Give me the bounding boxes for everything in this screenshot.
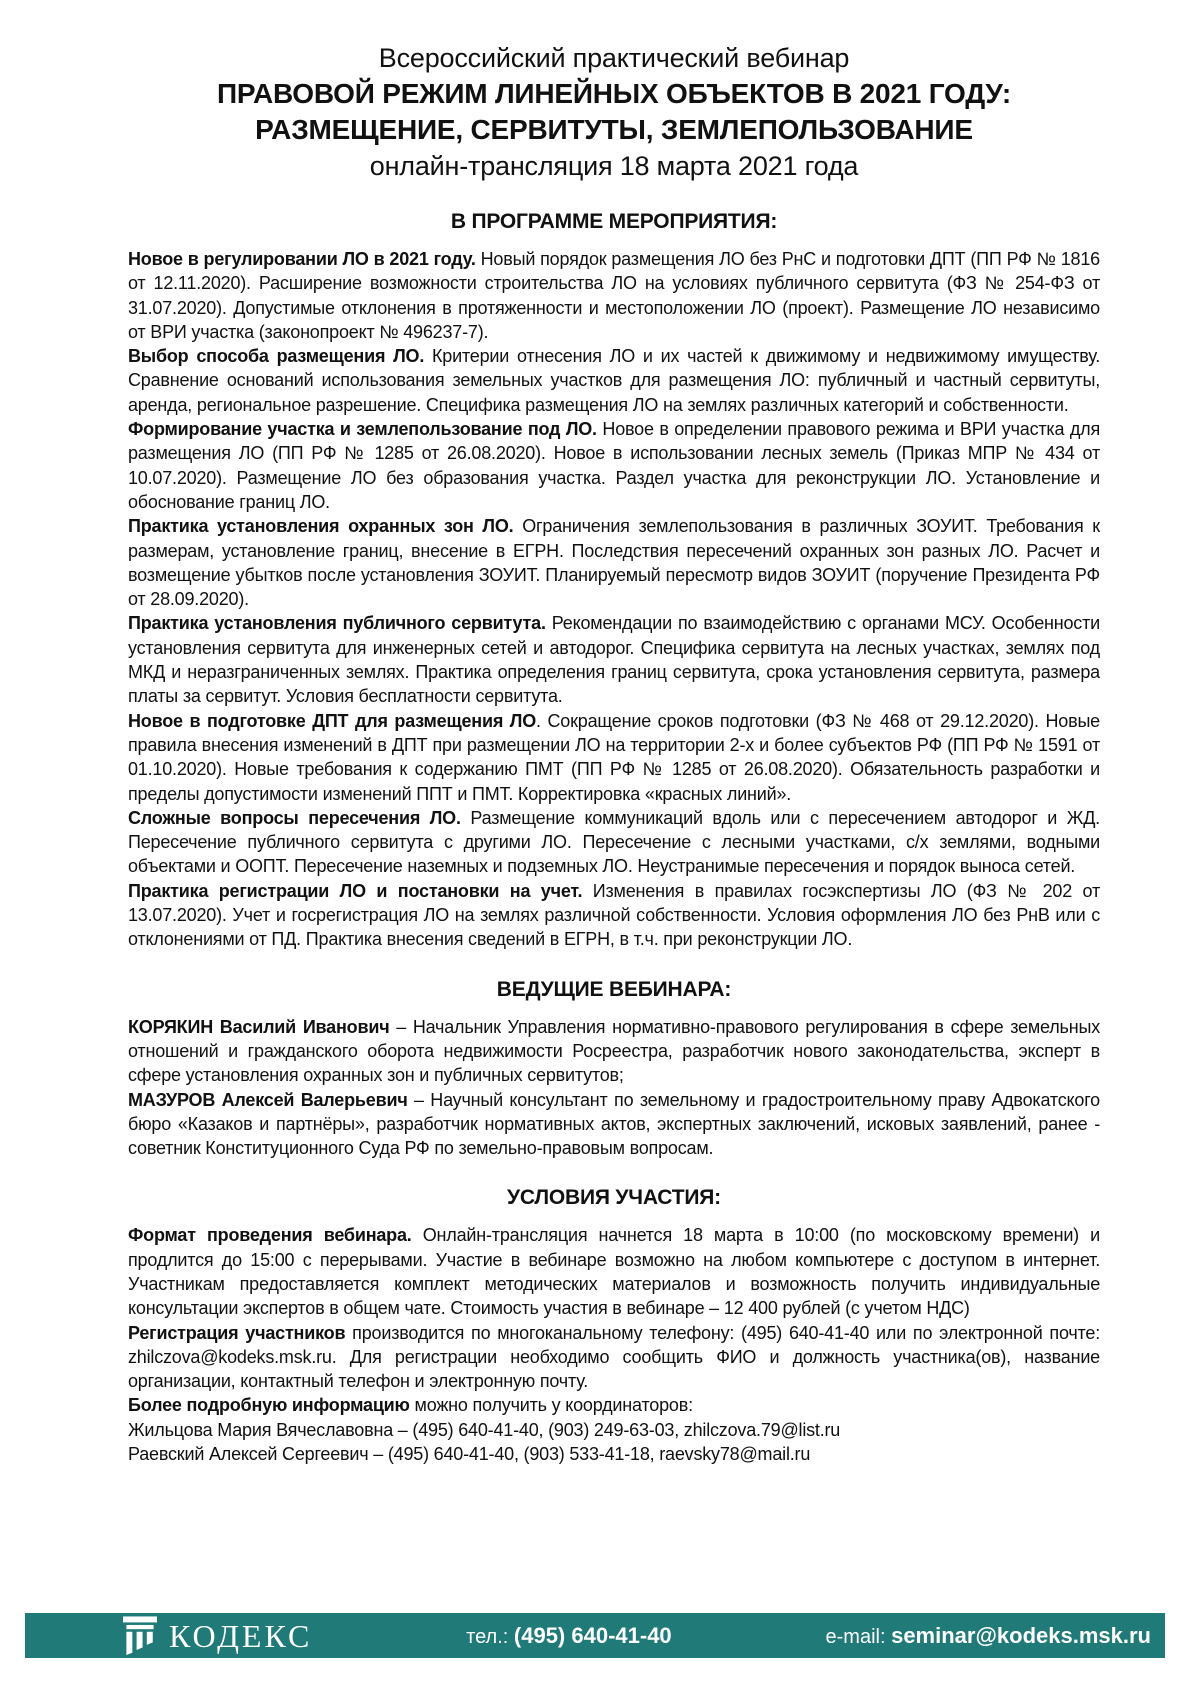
conditions-item-lead: Более подробную информацию <box>128 1395 410 1416</box>
email-address: seminar@kodeks.msk.ru <box>891 1622 1151 1648</box>
program-item <box>128 417 1100 514</box>
webinar-title-line-2: РАЗМЕЩЕНИЕ, СЕРВИТУТЫ, ЗЕМЛЕПОЛЬЗОВАНИЕ <box>255 114 973 145</box>
program-item <box>128 247 1100 344</box>
program-item-text: Размещение коммуникаций вдоль или с пересечением автодорог и ЖД. Пересечение публичного сервитута с другими ЛО. Пересечение с лесными участками, с/х землями, водными объектами и ООПТ. Пересечение наземных и подземных ЛО. Неустранимые пересечения и порядок выноса сетей. <box>128 807 1100 877</box>
program-item-text: Рекомендации по взаимодействию с органами МСУ. Особенности установления сервитута для инженерных сетей и автодорог. Специфика сервитута на лесных участках, землях под МКД и неразграниченных землях. Практика определения границ сервитута, срока установления сервитута, размера платы за сервитут. Условия бесплатности сервитута. <box>128 613 1101 707</box>
program-item <box>128 344 1100 417</box>
program-item <box>128 709 1100 806</box>
speakers-heading: ВЕДУЩИЕ ВЕБИНАРА: <box>496 977 732 1001</box>
program-item-text: Изменения в правилах госэкспертизы ЛО (ФЗ № 202 от 13.07.2020). Учет и госрегистрация ЛО на землях различной собственности. Условия оформления ЛО без РнВ или с отклонениями от ПД. Практика внесения сведений в ЕГРН, в т.ч. при реконструкции ЛО. <box>128 880 1100 950</box>
conditions-item-lead: Регистрация участников <box>128 1322 346 1343</box>
conditions-item <box>128 1393 1100 1417</box>
conditions-item-text: Онлайн-трансляция начнется 18 марта в 10:00 (по московскому времени) и продлится до 15:00 с перерывами. Участие в вебинаре возможно на любом компьютере с доступом в интернет. Участникам предоставляется комплект методических материалов и возможность получить индивидуальные консультации экспертов в общем чате. Стоимость участия в вебинаре – 12 400 рублей (с учетом НДС) <box>128 1225 1100 1319</box>
program-item-lead: Сложные вопросы пересечения ЛО. <box>128 807 461 828</box>
phone-label: тел.: <box>466 1625 514 1648</box>
program-item-text: Ограничения землепользования в различных ЗОУИТ. Требования к размерам, установление границ, внесение в ЕГРН. Последствия пересечений охранных зон разных ЛО. Расчет и возмещение убытков после установления ЗОУИТ. Планируемый пересмотр видов ЗОУИТ (поручение Президента РФ от 28.09.2020). <box>128 516 1100 610</box>
email-label: e-mail: <box>825 1625 892 1648</box>
program-item-lead: Выбор способа размещения ЛО. <box>128 346 425 367</box>
coordinator-contact: Жильцова Мария Вячеславовна – (495) 640-41-40, (903) 249-63-03, zhilczova.79@list.ru <box>128 1419 841 1440</box>
program-item-lead: Новое в подготовке ДПТ для размещения ЛО <box>128 710 537 731</box>
speaker-item <box>128 1015 1100 1088</box>
webinar-date-line: онлайн-трансляция 18 марта 2021 года <box>369 151 859 181</box>
conditions-item <box>128 1321 1100 1394</box>
webinar-title-line-1: ПРАВОВОЙ РЕЖИМ ЛИНЕЙНЫХ ОБЪЕКТОВ В 2021 ГОДУ: <box>217 78 1011 109</box>
program-item-lead: Практика установления охранных зон ЛО. <box>128 516 514 537</box>
program-heading: В ПРОГРАММЕ МЕРОПРИЯТИЯ: <box>450 210 778 233</box>
program-item-lead: Формирование участка и землепользование под ЛО. <box>128 419 597 440</box>
program-item-text: Новое в определении правового режима и ВРИ участка для размещения ЛО (ПП РФ № 1285 от 26.08.2020). Новое в использовании лесных земель (Приказ МПР № 434 от 10.07.2020). Размещение ЛО без образования участка. Раздел участка для реконструкции ЛО. Установление и обоснование границ ЛО. <box>128 419 1100 512</box>
conditions-heading: УСЛОВИЯ УЧАСТИЯ: <box>507 1186 721 1210</box>
program-item <box>128 514 1100 611</box>
kodeks-logo-text: КОДЕКС <box>169 1617 313 1654</box>
program-item-text: Критерии отнесения ЛО и их частей к движимому и недвижимому имуществу. Сравнение оснований использования земельных участков для размещения ЛО: публичный и частный сервитуты, аренда, региональное разрешение. Специфика размещения ЛО на землях различных категорий и собственности. <box>128 346 1100 415</box>
speaker-name: КОРЯКИН Василий Иванович <box>128 1016 390 1037</box>
conditions-item-text: можно получить у координаторов: <box>409 1395 693 1416</box>
speaker-item <box>128 1088 1100 1161</box>
phone-number: (495) 640-41-40 <box>513 1622 672 1648</box>
program-item-text: . Сокращение сроков подготовки (ФЗ № 468 от 29.12.2020). Новые правила внесения изменений в ДПТ при размещении ЛО на территории 2-х и более субъектов РФ (ПП РФ № 1591 от 01.10.2020). Новые требования к содержанию ПМТ (ПП РФ № 1285 от 26.08.2020). Обязательность разработки и пределы допустимости изменений ППТ и ПМТ. Корректировка «красных линий». <box>128 710 1100 804</box>
speaker-description: – Начальник Управления нормативно-правового регулирования в сфере земельных отношений и гражданского оборота недвижимости Росреестра, разработчик нового законодательства, эксперт в сфере установления охранных зон и публичных сервитутов; <box>128 1016 1100 1086</box>
conditions-item <box>128 1223 1100 1320</box>
program-item <box>128 806 1100 879</box>
speaker-name: МАЗУРОВ Алексей Валерьевич <box>128 1089 408 1110</box>
footer-email <box>826 1623 1152 1649</box>
kodeks-logo <box>123 1616 312 1656</box>
column-icon <box>123 1616 157 1656</box>
program-item-text: Новый порядок размещения ЛО без РнС и подготовки ДПТ (ПП РФ № 1816 от 12.11.2020). Расширение возможности строительства ЛО на условиях публичного сервитута (ФЗ № 254-ФЗ от 31.07.2020). Допустимые отклонения в протяженности и местоположении ЛО (проект). Размещение ЛО независимо от ВРИ участка (законопроект № 496237-7). <box>128 249 1100 342</box>
conditions-item-lead: Формат проведения вебинара. <box>128 1225 412 1246</box>
conditions-item-text: производится по многоканальному телефону: (495) 640-41-40 или по электронной почте: zhilczova@kodeks.msk.ru. Для регистрации необходимо сообщить ФИО и должность участника(ов), название организации, контактный телефон и электронную почту. <box>128 1322 1100 1392</box>
program-item-lead: Новое в регулировании ЛО в 2021 году. <box>128 249 476 269</box>
speaker-description: – Научный консультант по земельному и градостроительному праву Адвокатского бюро «Казаков и партнёры», разработчик нормативных актов, экспертных заключений, исковых заявлений, ранее - советник Конституционного Суда РФ по земельно-правовым вопросам. <box>128 1089 1100 1159</box>
footer-phone <box>466 1623 672 1649</box>
webinar-type-line: Всероссийский практический вебинар <box>378 43 850 73</box>
program-item <box>128 611 1100 708</box>
program-item <box>128 879 1100 952</box>
program-item-lead: Практика регистрации ЛО и постановки на учет. <box>128 880 583 901</box>
coordinator-contact: Раевский Алексей Сергеевич – (495) 640-41-40, (903) 533-41-18, raevsky78@mail.ru <box>128 1444 811 1465</box>
program-item-lead: Практика установления публичного сервитута. <box>128 613 546 634</box>
footer-band <box>25 1613 1165 1658</box>
document-content <box>128 40 1100 1466</box>
